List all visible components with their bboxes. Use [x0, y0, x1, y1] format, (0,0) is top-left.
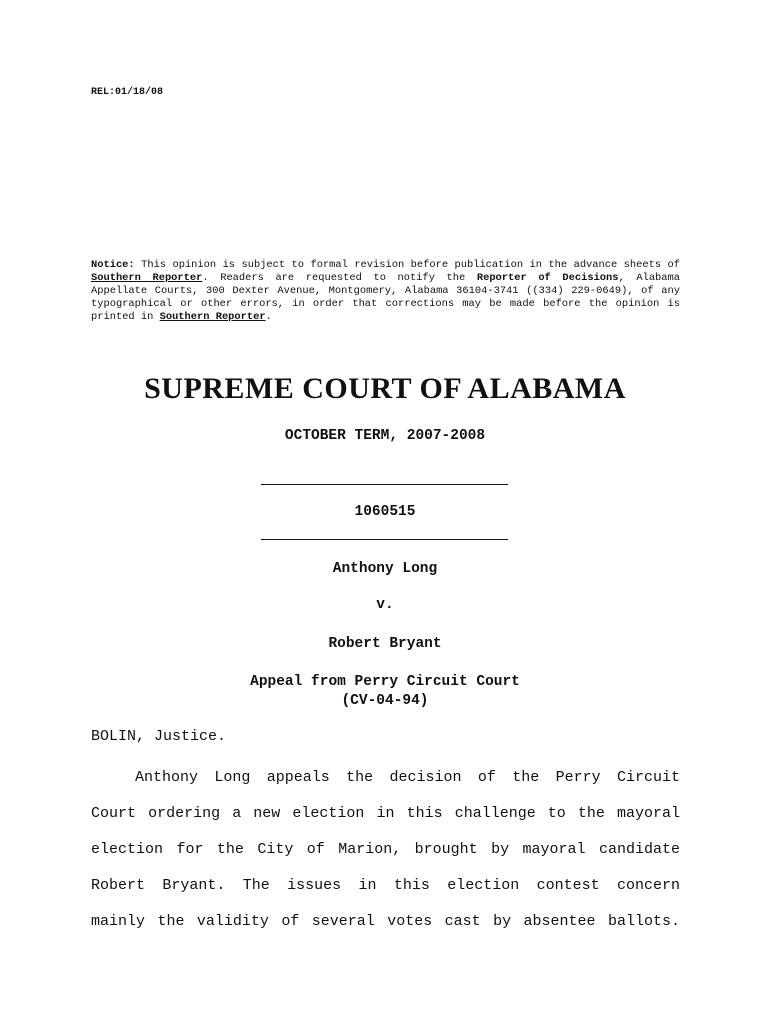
southern-reporter-ref: Southern Reporter: [159, 311, 266, 323]
appeal-court: Appeal from Perry Circuit Court: [250, 674, 520, 690]
opinion-line: Court ordering a new election in this challenge to the mayoral: [91, 805, 680, 822]
court-name: SUPREME COURT OF ALABAMA: [144, 372, 626, 405]
case-number: 1060515: [354, 504, 416, 520]
opinion-paragraph: [91, 760, 680, 940]
notice-text: .: [265, 311, 272, 323]
notice-text: This opinion is subject to formal revision before publication in the advance sheets of: [134, 259, 680, 271]
opinion-line: election for the City of Marion, brought by mayoral candidate: [91, 841, 680, 858]
divider-top: [261, 484, 508, 485]
southern-reporter-ref: Southern Reporter: [91, 272, 203, 284]
versus: v.: [376, 597, 394, 613]
opinion-line: mainly the validity of several votes cast by absentee ballots.: [91, 913, 680, 930]
opinion-line: Anthony Long appeals the decision of the Perry Circuit: [135, 769, 680, 786]
notice-text: , Alabama Appellate Courts, 300 Dexter Avenue, Montgomery, Alabama 36104-3741 ((334) 229-0649), of any typographical or other errors, in order that corrections may be made before the opinion is printed in: [91, 272, 680, 323]
appellee-name: Robert Bryant: [328, 636, 442, 652]
publication-notice: [91, 259, 680, 324]
reporter-of-decisions-ref: Reporter of Decisions: [476, 272, 619, 284]
notice-label: Notice:: [91, 259, 135, 271]
appellant-name: Anthony Long: [332, 561, 438, 577]
court-term: OCTOBER TERM, 2007-2008: [284, 428, 486, 444]
opinion-line: Robert Bryant. The issues in this election contest concern: [91, 877, 680, 894]
case-docket: (CV-04-94): [341, 693, 429, 709]
release-date: REL:01/18/08: [91, 87, 164, 98]
opinion-author: BOLIN, Justice.: [91, 728, 227, 745]
divider-bottom: [261, 539, 508, 540]
notice-text: . Readers are requested to notify the: [202, 272, 477, 284]
